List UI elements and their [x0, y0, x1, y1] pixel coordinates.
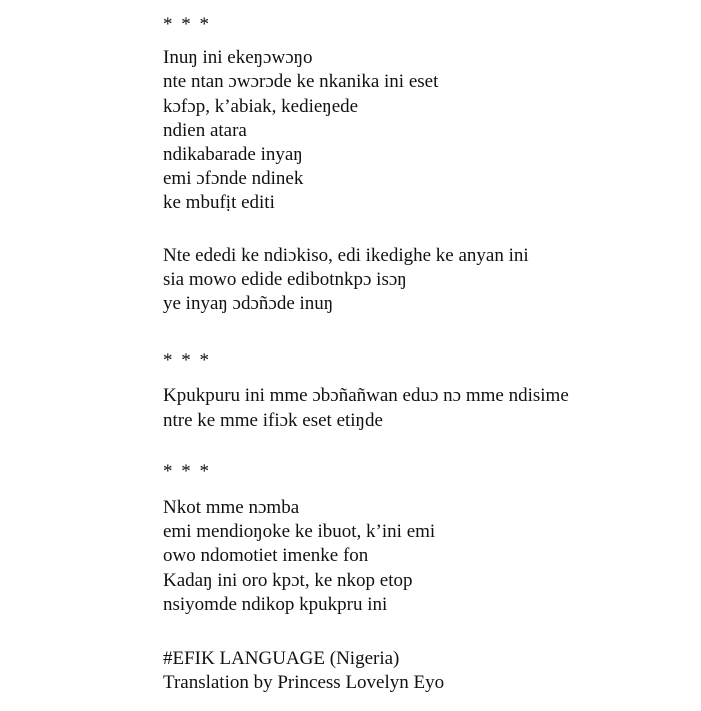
poem-line: nsiyomde ndikop kpukpru ini — [163, 593, 388, 615]
stanza — [163, 384, 681, 432]
poem-line: kɔfɔp, k’abiak, kedieŋede — [163, 95, 359, 117]
stanza-separator: * * * — [163, 14, 211, 35]
poem-line: ntre ke mme ifiɔk eset etiŋde — [163, 409, 383, 431]
poem-line: emi mendioŋoke ke ibuot, k’ini emi — [163, 521, 436, 543]
stanza — [163, 496, 681, 617]
translation-credit: Translation by Princess Lovelyn Eyo — [163, 672, 445, 694]
poem-line: Nkot mme nɔmba — [163, 497, 300, 519]
stanza — [163, 244, 681, 317]
poem-line: Kpukpuru ini mme ɔbɔñañwan eduɔ nɔ mme ndisime — [163, 385, 569, 407]
poem-line: Kadaŋ ini oro kpɔt, ke nkop etop — [163, 569, 413, 591]
poem-line: ye inyaŋ ɔdɔñɔde inuŋ — [163, 293, 334, 315]
stanza — [163, 46, 681, 215]
poem-line: Nte ededi ke ndiɔkiso, edi ikedighe ke anyan ini — [163, 244, 529, 266]
poem-line: owo ndomotiet imenke fon — [163, 545, 369, 567]
attribution — [163, 647, 681, 695]
poem-line: Inuŋ ini ekeŋɔwɔŋo — [163, 47, 313, 69]
language-tag: #EFIK LANGUAGE (Nigeria) — [163, 648, 400, 670]
poem-line: ndien atara — [163, 119, 247, 141]
poem-line: nte ntan ɔwɔrɔde ke nkanika ini eset — [163, 71, 439, 93]
poem-line: ke mbufịt editi — [163, 192, 275, 214]
stanza-separator: * * * — [163, 350, 211, 372]
poem-line: ndikabarade inyaŋ — [163, 144, 303, 166]
poem-line: sia mowo edide edibotnkpɔ isɔŋ — [163, 268, 407, 290]
stanza-separator: * * * — [163, 460, 211, 482]
poem-line: emi ɔfɔnde ndinek — [163, 168, 304, 190]
